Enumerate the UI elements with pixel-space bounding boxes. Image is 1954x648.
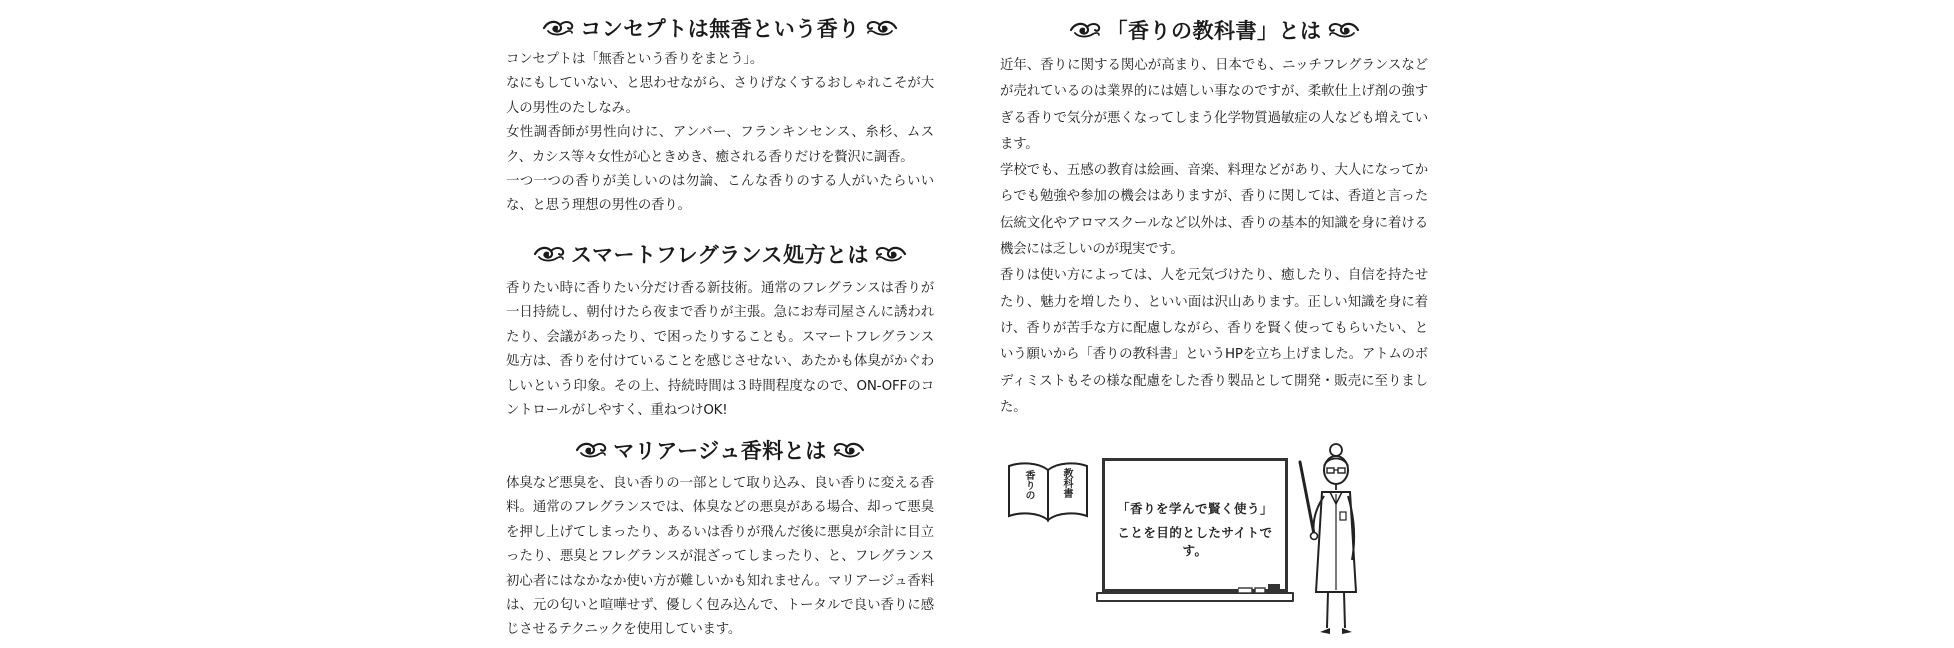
section-body (506, 48, 934, 219)
section-heading-text: マリアージュ香料とは (613, 439, 827, 463)
section-body (1000, 53, 1428, 421)
section-heading (506, 13, 934, 43)
paragraph: なにもしていない、と思わせながら、さりげなくするおしゃれこそが大人の男性のたしなみ。 (506, 76, 934, 116)
open-book-icon (1006, 460, 1090, 522)
board-line-1: 「香りを学んで賢く使う」 (1116, 501, 1273, 516)
section-heading (1000, 15, 1428, 45)
section-textbook (1000, 15, 1428, 421)
board-line-2: ことを目的としたサイトです。 (1117, 525, 1273, 558)
section-mariage (506, 435, 934, 643)
ornament-right-icon (1328, 21, 1360, 39)
section-heading-text: コンセプトは無香という香り (580, 17, 860, 41)
illustration (1000, 440, 1430, 645)
section-concept (506, 13, 934, 219)
ornament-right-icon (833, 441, 865, 459)
eraser-icon (1238, 584, 1282, 594)
book-title-left: 香りの (1023, 470, 1034, 500)
section-smart-fragrance (506, 239, 934, 423)
paragraph: 体臭など悪臭を、良い香りの一部として取り込み、良い香りに変える香料。通常のフレグランスでは、体臭などの悪臭がある場合、却って悪臭を押し上げてしまったり、あるいは香りが飛んだ後に悪臭が余計に目立ったり、悪臭とフレグランスが混ざってしまったり、と、フレグランス初心者にはなかなか使い方が難しいかも知れません。マリアージュ香料は、元の匂いと喧嘩せず、優しく包み込んで、トータルで良い香りに感じさせるテクニックを使用しています。 (506, 476, 934, 638)
ornament-left-icon (575, 441, 607, 459)
paragraph: 香りたい時に香りたい分だけ香る新技術。通常のフレグランスは香りが一日持続し、朝付けたら夜まで香りが主張。急にお寿司屋さんに誘われたり、会議があったり、で困ったりすることも。スマートフレグランス処方は、香りを付けていることを感じさせない、あたかも体臭がかぐわしいという印象。その上、持続時間は３時間程度なので、ON-OFFのコントロールがしやすく、重ねつけOK! (506, 281, 934, 419)
paragraph: 香りは使い方によっては、人を元気づけたり、癒したり、自信を持たせたり、魅力を増したり、といい面は沢山あります。正しい知識を身に着け、香りが苦手な方に配慮しながら、香りを賢く使ってもらいたい、という願いから「香りの教科書」というHPを立ち上げました。アトムのボディミストもその様な配慮をした香り製品として開発・販売に至りました。 (1000, 268, 1428, 415)
paragraph: 学校でも、五感の教育は絵画、音楽、料理などがあり、大人になってからでも勉強や参加の機会はありますが、香りに関しては、香道と言った伝統文化やアロマスクールなど以外は、香りの基本的知識を身に着ける機会には乏しいのが現実です。 (1000, 163, 1428, 258)
paragraph: 近年、香りに関する関心が高まり、日本でも、ニッチフレグランスなどが売れているのは業界的には嬉しい事なのですが、柔軟仕上げ剤の強すぎる香りで気分が悪くなってしまう化学物質過敏症の人なども増えています。 (1000, 58, 1428, 152)
ornament-left-icon (1069, 21, 1101, 39)
ornament-left-icon (542, 19, 574, 37)
section-heading-text: 「香りの教科書」とは (1106, 19, 1322, 43)
section-body (506, 472, 934, 643)
teacher-with-pointer-icon (1290, 442, 1370, 642)
whiteboard (1102, 458, 1288, 592)
book-title-right: 教科書 (1061, 468, 1072, 498)
section-heading (506, 239, 934, 269)
paragraph: 一つ一つの香りが美しいのは勿論、こんな香りのする人がいたらいいな、と思う理想の男性の香り。 (506, 174, 934, 214)
section-heading (506, 435, 934, 465)
ornament-left-icon (533, 245, 565, 263)
ornament-right-icon (875, 245, 907, 263)
section-body (506, 277, 934, 423)
ornament-right-icon (866, 19, 898, 37)
section-heading-text: スマートフレグランス処方とは (570, 243, 870, 267)
paragraph: コンセプトは「無香という香りをまとう」。 (506, 52, 764, 67)
paragraph: 女性調香師が男性向けに、アンバー、フランキンセンス、糸杉、ムスク、カシス等々女性が心ときめき、癒される香りだけを贅沢に調香。 (506, 125, 934, 165)
